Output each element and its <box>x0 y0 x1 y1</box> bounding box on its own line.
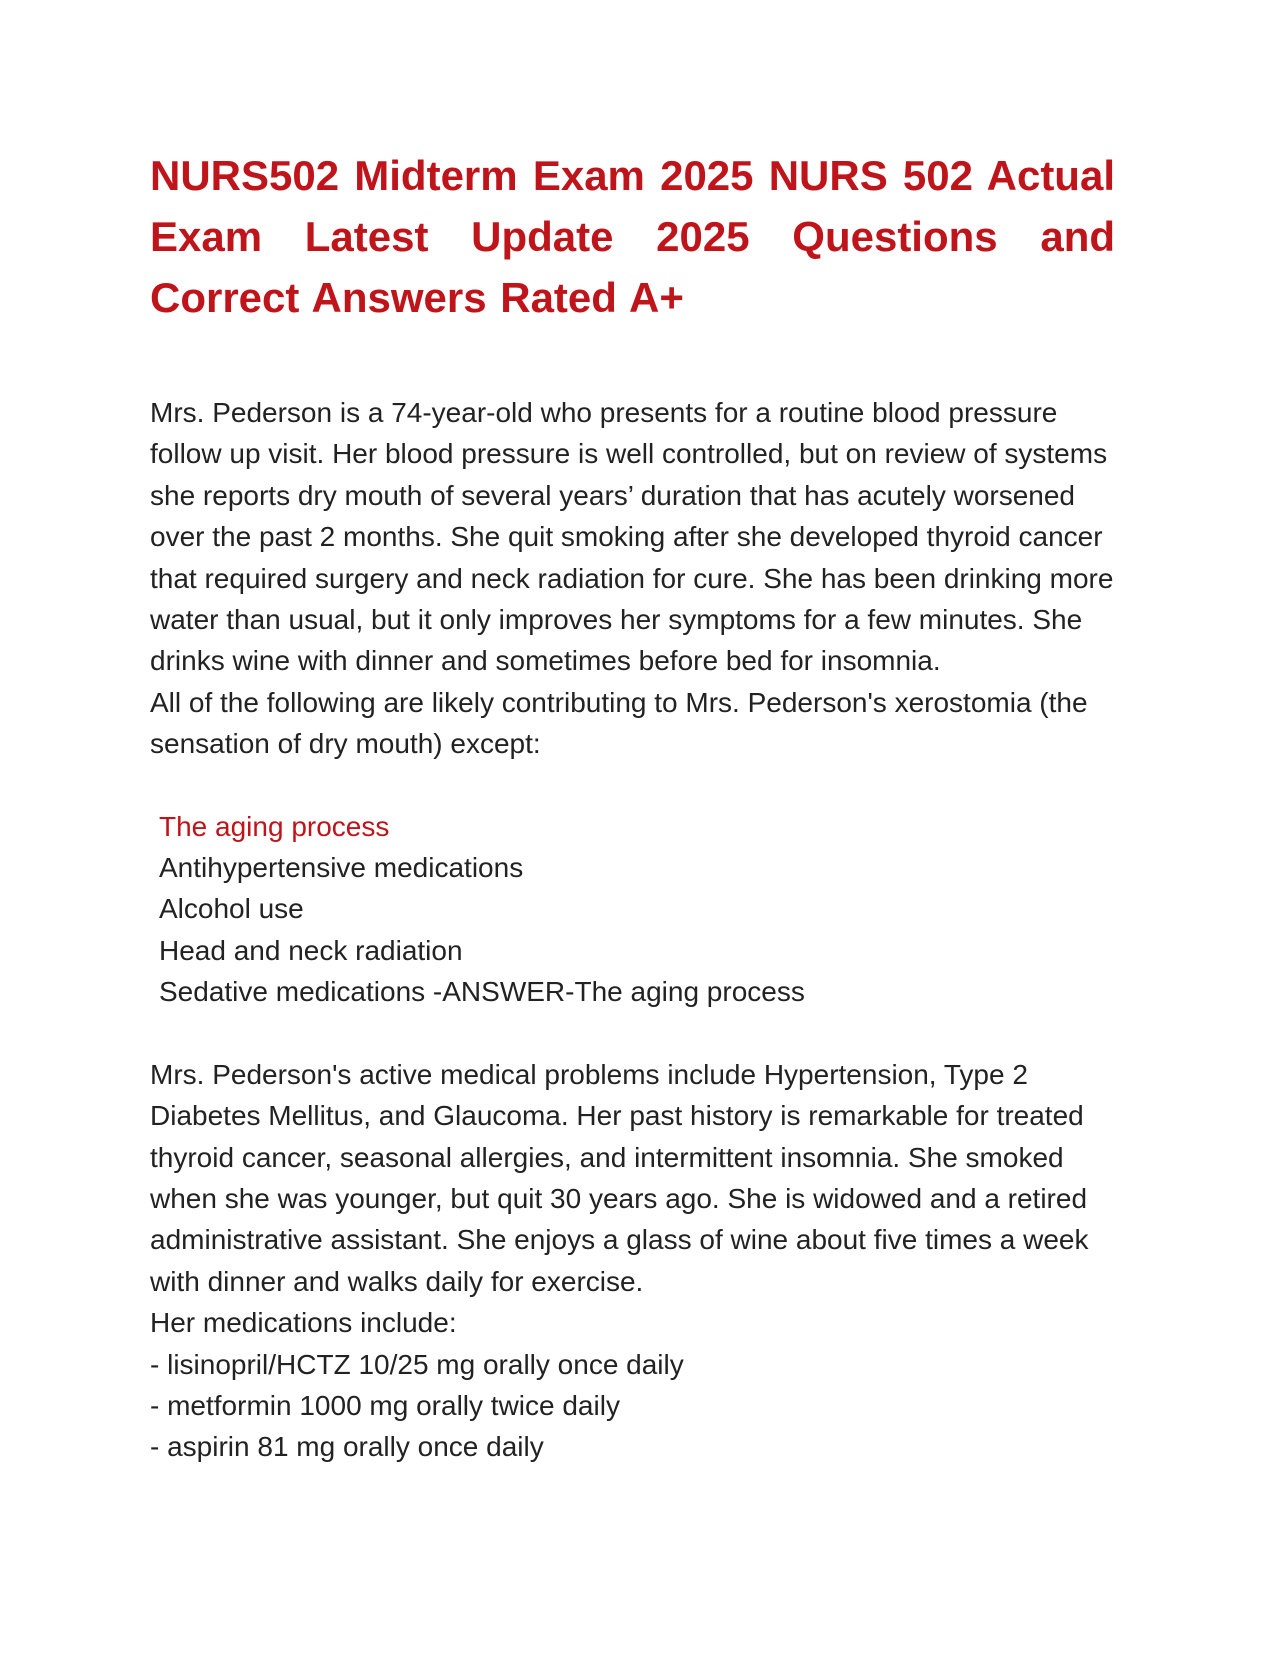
answer-option: Alcohol use <box>159 893 304 925</box>
question-1-prompt: All of the following are likely contributing to Mrs. Pederson's xerostomia (the sensation of dry mouth) except: <box>150 686 1088 760</box>
question-1 <box>150 392 1115 1013</box>
answer-option-correct: The aging process <box>159 810 390 842</box>
medication-item: - aspirin 81 mg orally once daily <box>150 1431 544 1463</box>
question-2-stem: Mrs. Pederson's active medical problems include Hypertension, Type 2 Diabetes Mellitus, and Glaucoma. Her past history is remarkable for treated thyroid cancer, seasonal allergies, and intermittent insomnia. She smoked when she was younger, but quit 30 years ago. She is widowed and a retired administrative assistant. She enjoys a glass of wine about five times a week with dinner and walks daily for exercise. <box>150 1058 1089 1297</box>
answer-option-with-answer-key: Sedative medications -ANSWER-The aging process <box>159 976 805 1008</box>
medication-item: - lisinopril/HCTZ 10/25 mg orally once daily <box>150 1348 684 1380</box>
medication-item: - metformin 1000 mg orally twice daily <box>150 1389 620 1421</box>
answer-options <box>150 806 1115 1013</box>
answer-option: Head and neck radiation <box>159 934 463 966</box>
question-2 <box>150 1054 1115 1468</box>
document-page <box>150 145 1115 1468</box>
document-title: NURS502 Midterm Exam 2025 NURS 502 Actual Exam Latest Update 2025 Questions and Correct Answers Rated A+ <box>150 152 1115 321</box>
question-1-stem: Mrs. Pederson is a 74-year-old who presents for a routine blood pressure follow up visit. Her blood pressure is well controlled, but on review of systems she reports dry mouth of several years’ duration that has acutely worsened over the past 2 months. She quit smoking after she developed thyroid cancer that required surgery and neck radiation for cure. She has been drinking more water than usual, but it only improves her symptoms for a few minutes. She drinks wine with dinner and sometimes before bed for insomnia. <box>150 397 1114 677</box>
answer-option: Antihypertensive medications <box>159 852 524 884</box>
medications-intro: Her medications include: <box>150 1307 457 1339</box>
